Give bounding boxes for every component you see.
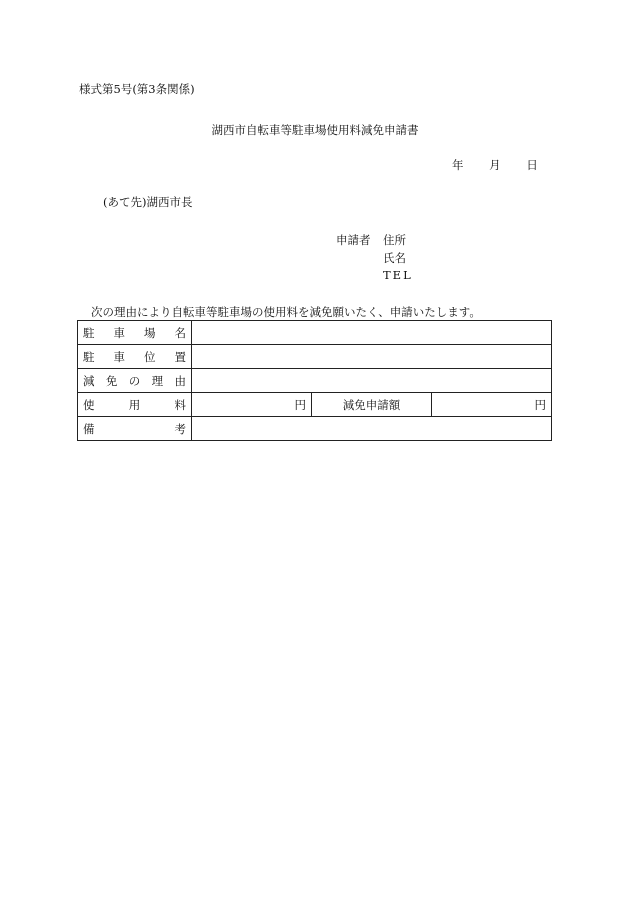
table-row [78,393,552,417]
table-row [78,345,552,369]
remarks-field[interactable] [192,417,552,441]
yen-unit: 円 [294,397,306,412]
date-line [452,157,538,173]
exemption-reason-label: 減 免 の 理 由 [78,369,192,393]
date-day-label: 日 [526,158,538,172]
application-table [77,320,552,441]
parking-name-label: 駐 車 場 名 [78,321,192,345]
applicant-address-label: 住所 [383,233,406,247]
remarks-label: 備 考 [78,417,192,441]
applicant-label: 申請者 [336,233,371,247]
table-row [78,417,552,441]
parking-position-field[interactable] [192,345,552,369]
addressee: (あて先)湖西市長 [103,195,193,209]
date-month-label: 月 [489,158,501,172]
table-row [78,369,552,393]
yen-unit: 円 [534,397,547,412]
table-row [78,321,552,345]
form-number: 様式第5号(第3条関係) [79,82,195,96]
exemption-reason-field[interactable] [192,369,552,393]
exemption-amount-label: 減免申請額 [312,393,432,417]
date-year-label: 年 [452,158,464,172]
usage-fee-field[interactable] [192,393,312,417]
usage-fee-label: 使 用 料 [78,393,192,417]
intro-text: 次の理由により自転車等駐車場の使用料を減免願いたく、申請いたします。 [91,305,481,319]
applicant-name-label: 氏名 [383,251,406,265]
parking-position-label: 駐 車 位 置 [78,345,192,369]
applicant-tel-label: TEL [383,268,413,282]
document-title: 湖西市自転車等駐車場使用料減免申請書 [211,123,419,137]
exemption-amount-field[interactable] [432,393,552,417]
parking-name-field[interactable] [192,321,552,345]
